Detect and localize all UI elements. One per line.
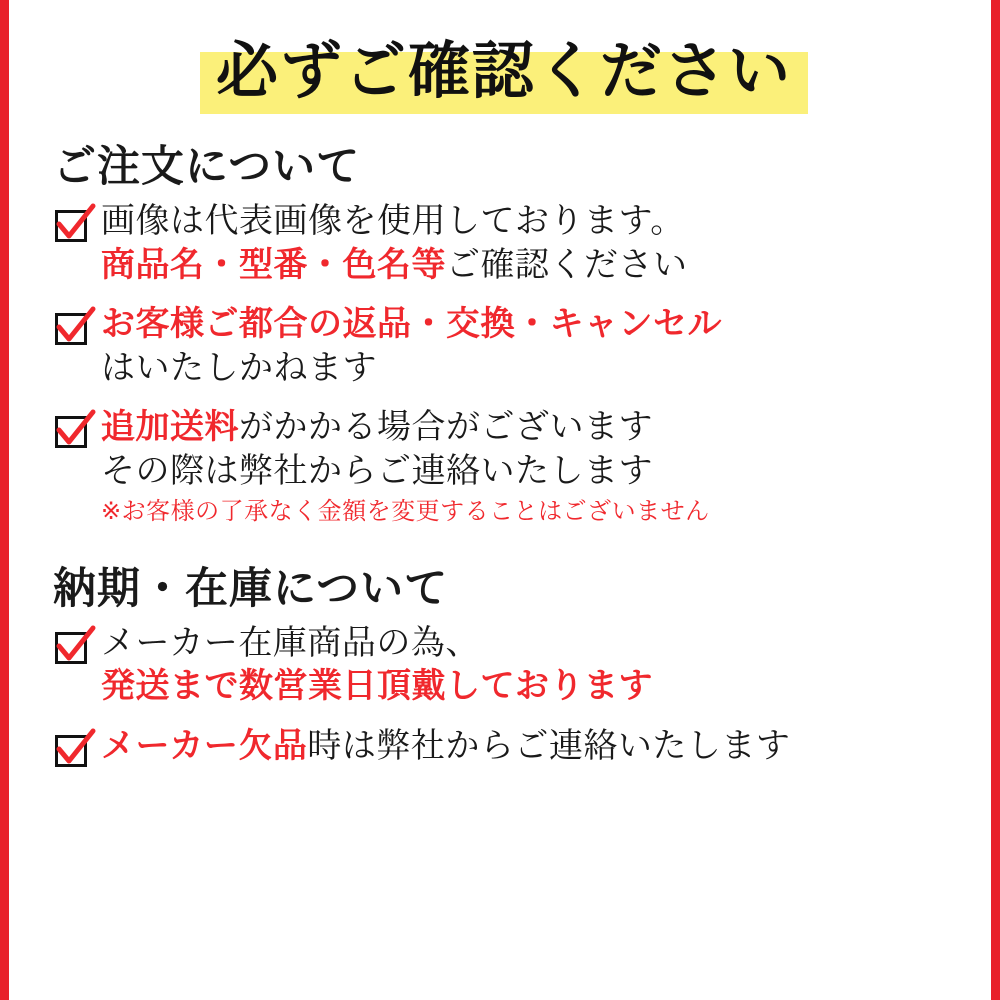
section-heading-delivery: 納期・在庫について (53, 563, 449, 614)
list-item-lines (101, 725, 961, 769)
list-item-line: 画像は代表画像を使用しております。 (101, 201, 685, 242)
list-item-lines (101, 200, 961, 287)
emphasis-text: メーカー欠品 (101, 725, 308, 766)
list-item (47, 303, 961, 390)
page-title-text: 必ずご確認ください (215, 34, 792, 107)
page-title (200, 34, 808, 109)
list-item-line: お客様ご都合の返品・交換・キャンセル (101, 304, 722, 345)
checkbox-checked-icon (53, 628, 95, 670)
checkbox-checked-icon (53, 206, 95, 248)
checkbox-checked-icon (53, 731, 95, 773)
left-red-border (0, 0, 9, 1000)
plain-text: がかかる場合がございます (239, 407, 653, 448)
list-item-line: 発送まで数営業日頂戴しております (101, 666, 653, 707)
list-item-line: メーカー在庫商品の為、 (101, 622, 480, 663)
section-heading-orders: ご注文について (53, 142, 361, 193)
list-item-line (101, 725, 961, 769)
checkbox-checked-icon (53, 309, 95, 351)
plain-text: ご確認ください (446, 244, 688, 285)
list-item-line (101, 244, 961, 288)
emphasis-text: 追加送料 (101, 407, 239, 448)
list-item (47, 622, 961, 709)
list-item-lines (101, 406, 961, 529)
list-item-lines (101, 303, 961, 390)
list-item-lines (101, 622, 961, 709)
checkbox-checked-icon (53, 412, 95, 454)
list-item-note: ※お客様の了承なく金額を変更することはございません (101, 497, 710, 526)
list-item (47, 725, 961, 773)
list-item (47, 200, 961, 287)
list-item-line: その際は弊社からご連絡いたします (101, 450, 653, 491)
right-red-border (991, 0, 1000, 1000)
list-item-line: はいたしかねます (101, 347, 377, 388)
plain-text: 時は弊社からご連絡いたします (307, 725, 791, 766)
page-title-wrap (47, 34, 961, 109)
list-item (47, 406, 961, 529)
emphasis-text: 商品名・型番・色名等 (101, 244, 446, 285)
list-item-line (101, 406, 961, 450)
notice-content (9, 0, 991, 1000)
